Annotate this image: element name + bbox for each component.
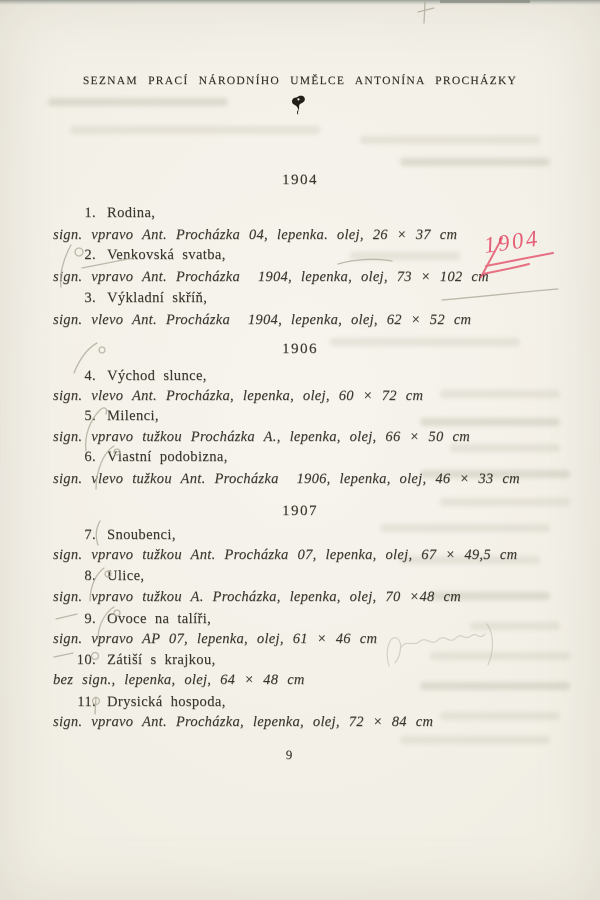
entry-signature: sign. vpravo AP 07, lepenka, olej, 61 × 46 cm <box>53 631 378 647</box>
entry-title <box>64 204 155 222</box>
pencil-scribble <box>400 634 485 649</box>
entry-signature: sign. vlevo Ant. Procházka, lepenka, olej, 60 × 72 cm <box>53 388 424 404</box>
entry-title <box>64 289 207 307</box>
entry-number: 9. <box>84 611 96 627</box>
pencil-mark <box>442 289 558 300</box>
red-pencil-annotation: 1904 <box>482 225 542 259</box>
red-underline <box>483 264 529 274</box>
bleedthrough-mark <box>350 252 460 260</box>
entry-number: 4. <box>84 368 96 384</box>
entry-title <box>64 693 226 711</box>
hedera-leaf-ornament-icon <box>0 95 596 120</box>
entry-signature: sign. vpravo tužkou Procházka A., lepenka, olej, 66 × 50 cm <box>53 429 470 445</box>
entry-title-text: Snoubenci, <box>107 527 176 543</box>
entry-number: 6. <box>84 449 96 465</box>
entry-title <box>64 610 211 628</box>
entry-title <box>64 526 176 544</box>
bleedthrough-mark <box>430 652 570 660</box>
entry-title <box>64 246 226 264</box>
entry-title-text: Rodina, <box>107 205 156 221</box>
bleedthrough-mark <box>420 418 560 426</box>
entry-number: 3. <box>84 290 96 306</box>
entry-signature: sign. vlevo tužkou Ant. Procházka 1906, lepenka, olej, 46 × 33 cm <box>53 471 520 487</box>
entry-title <box>64 448 228 466</box>
entry-number: 5. <box>84 408 96 424</box>
entry-title <box>64 651 216 669</box>
entry-title <box>64 407 159 425</box>
bleedthrough-mark <box>420 682 570 690</box>
bleedthrough-mark <box>470 622 560 630</box>
entry-number: 7. <box>84 527 96 543</box>
year-heading-1907: 1907 <box>282 503 318 519</box>
entry-title-text: Ulice, <box>107 568 145 584</box>
page-title: SEZNAM PRACÍ NÁRODNÍHO UMĚLCE ANTONÍNA PROCHÁZKY <box>82 75 518 87</box>
entry-title-text: Východ slunce, <box>107 368 207 384</box>
pencil-scribble <box>387 638 400 666</box>
entry-title-text: Venkovská svatba, <box>107 247 226 263</box>
bleedthrough-mark <box>440 390 560 398</box>
pencil-mark <box>418 8 434 12</box>
entry-title <box>64 567 144 585</box>
entry-title-text: Milenci, <box>107 408 159 424</box>
year-heading-1906: 1906 <box>282 341 318 357</box>
entry-title <box>64 367 207 385</box>
page-number: 9 <box>285 747 293 762</box>
scan-edge <box>440 0 530 3</box>
pencil-mark <box>424 2 425 23</box>
bleedthrough-mark <box>360 136 540 144</box>
entry-title-text: Vlastní podobizna, <box>107 449 228 465</box>
entry-title-text: Ovoce na talíři, <box>107 611 212 627</box>
pencil-mark <box>338 259 392 264</box>
entry-signature: sign. vlevo Ant. Procházka 1904, lepenka, olej, 62 × 52 cm <box>53 312 472 328</box>
bleedthrough-mark <box>380 524 550 532</box>
entry-title-text: Drysická hospoda, <box>107 694 226 710</box>
entry-number: 10. <box>76 652 96 668</box>
year-heading-1904: 1904 <box>282 172 318 188</box>
entry-signature: sign. vpravo Ant. Procházka, lepenka, olej, 72 × 84 cm <box>53 714 434 730</box>
entry-signature: bez sign., lepenka, olej, 64 × 48 cm <box>53 672 305 688</box>
entry-number: 1. <box>84 205 96 221</box>
entry-number: 8. <box>84 568 96 584</box>
entry-title-text: Zátiší s krajkou, <box>107 652 216 668</box>
entry-signature: sign. vpravo tužkou A. Procházka, lepenka, olej, 70 ×48 cm <box>53 589 462 605</box>
entry-title-text: Výkladní skříň, <box>107 290 208 306</box>
bleedthrough-mark <box>70 126 320 134</box>
entry-signature: sign. vpravo Ant. Procházka 04, lepenka. olej, 26 × 37 cm <box>53 227 458 243</box>
bleedthrough-mark <box>440 712 560 720</box>
bleedthrough-mark <box>400 158 550 166</box>
entry-number: 11. <box>77 694 96 710</box>
entry-signature: sign. vpravo tužkou Ant. Procházka 07, lepenka, olej, 67 × 49,5 cm <box>53 547 518 563</box>
entry-signature: sign. vpravo Ant. Procházka 1904, lepenka, olej, 73 × 102 cm <box>53 269 489 285</box>
entry-number: 2. <box>84 247 96 263</box>
bleedthrough-mark <box>400 736 550 744</box>
